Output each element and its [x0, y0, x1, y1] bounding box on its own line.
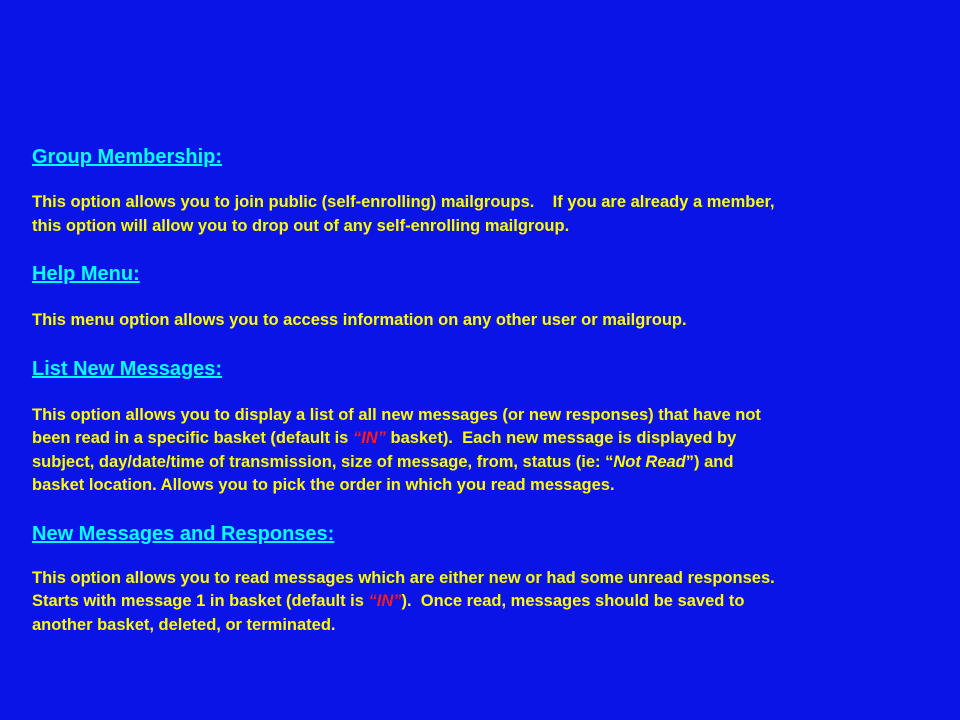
text-line: been read in a specific basket (default is [32, 429, 353, 447]
text-line: This option allows you to read messages which are either new or had some unread responses. [32, 568, 775, 587]
text-line: ”) and [685, 452, 734, 471]
heading-group-membership: Group Membership: [32, 146, 223, 168]
text-line: basket location. Allows you to pick the order in which you read messages. [32, 476, 615, 494]
text-line: another basket, deleted, or terminated. [32, 615, 336, 634]
in-basket-emphasis: “IN” [368, 592, 402, 610]
slide-content [32, 144, 932, 637]
not-read-emphasis: Not Read [613, 452, 686, 471]
text-line: This option allows you to join public (self-enrolling) mailgroups. If you are already a member, [32, 193, 775, 211]
text-line: Starts with message 1 in basket (default is [32, 592, 369, 610]
paragraph-help-menu [32, 309, 932, 333]
paragraph-list-new-messages [32, 404, 932, 498]
paragraph-new-messages-and-responses [32, 567, 932, 638]
text-line: ). Once read, messages should be saved to [401, 592, 745, 610]
heading-new-messages-and-responses: New Messages and Responses: [32, 522, 335, 545]
text-line: This option allows you to display a list of all new messages (or new responses) that have not [32, 405, 761, 424]
text-line: subject, day/date/time of transmission, size of message, from, status (ie: “ [32, 452, 614, 471]
in-basket-emphasis: “IN” [352, 429, 386, 447]
paragraph-group-membership [32, 191, 932, 238]
text-line: This menu option allows you to access information on any other user or mailgroup. [32, 311, 687, 329]
heading-list-new-messages: List New Messages: [32, 357, 223, 380]
text-line: this option will allow you to drop out of any self-enrolling mailgroup. [32, 216, 570, 235]
heading-help-menu: Help Menu: [32, 263, 140, 285]
text-line: basket). Each new message is displayed by [385, 429, 737, 447]
